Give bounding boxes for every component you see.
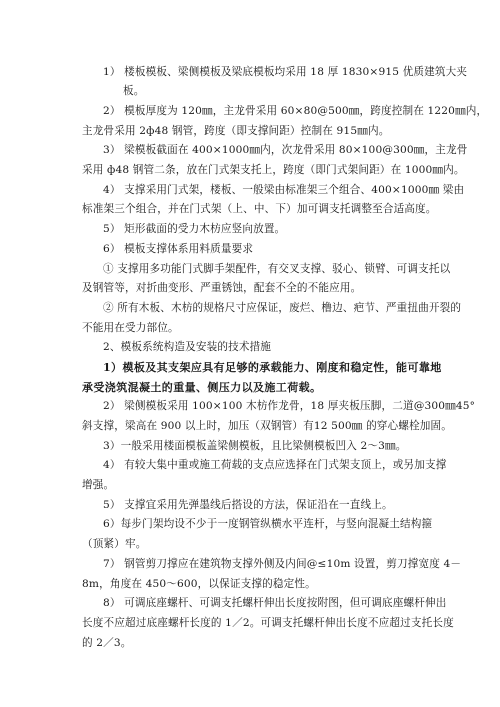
paragraph-line: 不能用在受力部位。 (82, 322, 179, 334)
paragraph-line: 2） 模板厚度为 120㎜，主龙骨采用 60×80@500㎜，跨度控制在 1220㎜内， (103, 105, 488, 117)
paragraph-line: 标准架三个组合，并在门式架（上、中、下）加可调支托调整至合适高度。 (82, 203, 437, 215)
bold-paragraph-line: 承受浇筑混凝土的重量、侧压力以及施工荷载。 (82, 381, 322, 394)
paragraph-line: 采用 ф48 钢管二条，放在门式架支托上，跨度（即门式架间距）在 1000㎜内。 (82, 164, 465, 176)
paragraph-line: 3）一般采用楼面模板盖梁侧模板，且比梁侧模板凹入 2～3㎜。 (103, 440, 407, 452)
paragraph-line: 5） 支撑宜采用先弹墨线后搭设的方法，保证沿在一直线上。 (103, 499, 393, 511)
paragraph-line: ① 支撑用多功能门式脚手架配件，有交叉支撑、驳心、锁臂、可调支托以 (103, 263, 451, 275)
paragraph-line: 6）每步门架均设不少于一度钢管纵横水平连杆，与竖向混凝土结构箍 (103, 518, 433, 530)
paragraph-line: 8） 可调底座螺杆、可调支托螺杆伸出长度按附图，但可调底座螺杆伸出 (103, 597, 447, 609)
paragraph-line: 6） 模板支撑体系用料质量要求 (103, 243, 254, 255)
paragraph-line: 长度不应超过底座螺杆长度的 1／2。可调支托螺杆伸出长度不应超过支托长度 (82, 617, 454, 629)
paragraph-line: 的 2／3。 (82, 637, 132, 649)
bold-paragraph-line: 1）模板及其支架应具有足够的承载能力、刚度和稳定性，能可靠地 (103, 361, 442, 374)
paragraph-line: 4） 支撑采用门式架，楼板、一般梁由标准架三个组合、400×1000㎜ 梁由 (103, 184, 465, 196)
paragraph-line: 及钢管等，对折曲变形、严重锈蚀，配套不全的不能应用。 (82, 282, 362, 294)
paragraph-line: 5） 矩形截面的受力木枋应竖向放置。 (103, 223, 286, 235)
section-heading: 2、模板系统构造及安装的技术措施 (103, 341, 272, 353)
paragraph-line: 3） 梁模板截面在 400×1000㎜内，次龙骨采用 80×100@300㎜，主龙骨 (103, 144, 468, 156)
paragraph-line: ② 所有木板、木枋的规格尺寸应保证，废烂、橹边、疤节、严重扭曲开裂的 (103, 302, 462, 314)
paragraph-line: 增强。 (82, 479, 115, 491)
paragraph-line: 斜支撑，梁高在 900 以上时，加压（双钢管）有12 500㎜ 的穿心螺栓加固。 (82, 420, 453, 432)
paragraph-line: 7） 钢管剪刀撑应在建筑物支撑外侧及内间@≤10m 设置，剪刀撑宽度 4－ (103, 558, 462, 570)
paragraph-line: 板。 (123, 85, 145, 97)
paragraph-line: 4） 有较大集中重或施工荷载的支点应选择在门式架支顶上，或另加支撑 (103, 459, 447, 471)
paragraph-line: 8m，角度在 450～600，以保证支撑的稳定性。 (82, 578, 316, 590)
paragraph-line: 1） 楼板模板、梁侧模板及梁底模板均采用 18 厚 1830×915 优质建筑大夹 (103, 66, 468, 78)
paragraph-line: 2） 梁侧模板采用 100×100 木枋作龙骨，18 厚夹板压脚，二道@300㎜45° (103, 400, 476, 412)
paragraph-line: （顶紧）牢。 (82, 538, 147, 550)
paragraph-line: 主龙骨采用 2ф48 钢管，跨度（即支撑间距）控制在 915㎜内。 (82, 125, 390, 137)
